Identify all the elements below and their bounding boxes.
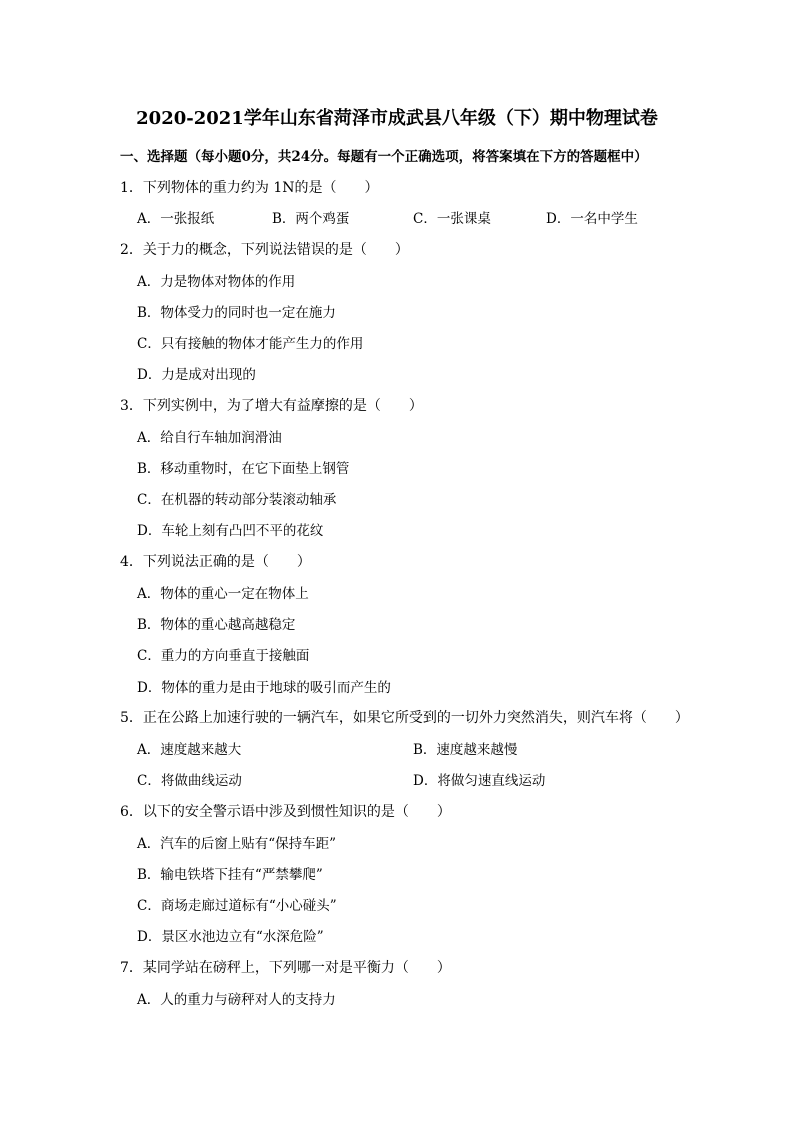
question-4-option-d: D．物体的重力是由于地球的吸引而产生的	[137, 680, 391, 696]
question-4-option-c: C．重力的方向垂直于接触面	[137, 648, 310, 664]
question-5-option-c: C．将做曲线运动	[137, 773, 242, 789]
question-3-option-a: A．给自行车轴加润滑油	[137, 430, 282, 446]
question-2-option-b: B．物体受力的同时也一定在施力	[137, 305, 336, 321]
question-5-option-b: B．速度越来越慢	[413, 742, 518, 758]
question-5-stem: 5．正在公路上加速行驶的一辆汽车，如果它所受到的一切外力突然消失，则汽车将（ ）	[120, 710, 689, 726]
question-6-stem: 6．以下的安全警示语中涉及到惯性知识的是（ ）	[120, 804, 451, 820]
question-3-stem: 3．下列实例中，为了增大有益摩擦的是（ ）	[120, 398, 423, 414]
question-2-option-c: C．只有接触的物体才能产生力的作用	[137, 336, 364, 352]
question-1-option-d: D．一名中学生	[546, 211, 638, 227]
question-4-stem: 4．下列说法正确的是（ ）	[120, 554, 311, 570]
question-4-option-b: B．物体的重心越高越稳定	[137, 617, 296, 633]
question-6-option-b: B．输电铁塔下挂有“严禁攀爬”	[137, 867, 323, 883]
question-3-option-c: C．在机器的转动部分装滚动轴承	[137, 492, 337, 508]
page-title: 2020-2021学年山东省菏泽市成武县八年级（下）期中物理试卷	[136, 108, 658, 129]
question-1-option-c: C．一张课桌	[413, 211, 491, 227]
question-1-option-b: B．两个鸡蛋	[272, 211, 350, 227]
question-2-option-d: D．力是成对出现的	[137, 367, 256, 383]
question-5-option-a: A．速度越来越大	[137, 742, 242, 758]
question-3-option-b: B．移动重物时，在它下面垫上钢管	[137, 461, 350, 477]
question-3-option-d: D．车轮上刻有凸凹不平的花纹	[137, 523, 324, 539]
question-6-option-c: C．商场走廊过道标有“小心碰头”	[137, 898, 337, 914]
question-1-option-a: A．一张报纸	[137, 211, 215, 227]
question-2-stem: 2．关于力的概念，下列说法错误的是（ ）	[120, 242, 409, 258]
question-7-stem: 7．某同学站在磅秤上，下列哪一对是平衡力（ ）	[120, 960, 451, 976]
question-5-option-d: D．将做匀速直线运动	[413, 773, 546, 789]
question-2-option-a: A．力是物体对物体的作用	[137, 274, 296, 290]
question-6-option-a: A．汽车的后窗上贴有“保持车距”	[137, 836, 337, 852]
question-1-stem: 1．下列物体的重力约为 1N的是（ ）	[120, 180, 379, 196]
question-6-option-d: D．景区水池边立有“水深危险”	[137, 929, 324, 945]
question-7-option-a: A．人的重力与磅秤对人的支持力	[137, 992, 336, 1008]
section-heading: 一、选择题（每小题0分，共24分。每题有一个正确选项，将答案填在下方的答题框中）	[120, 149, 648, 165]
question-4-option-a: A．物体的重心一定在物体上	[137, 586, 309, 602]
